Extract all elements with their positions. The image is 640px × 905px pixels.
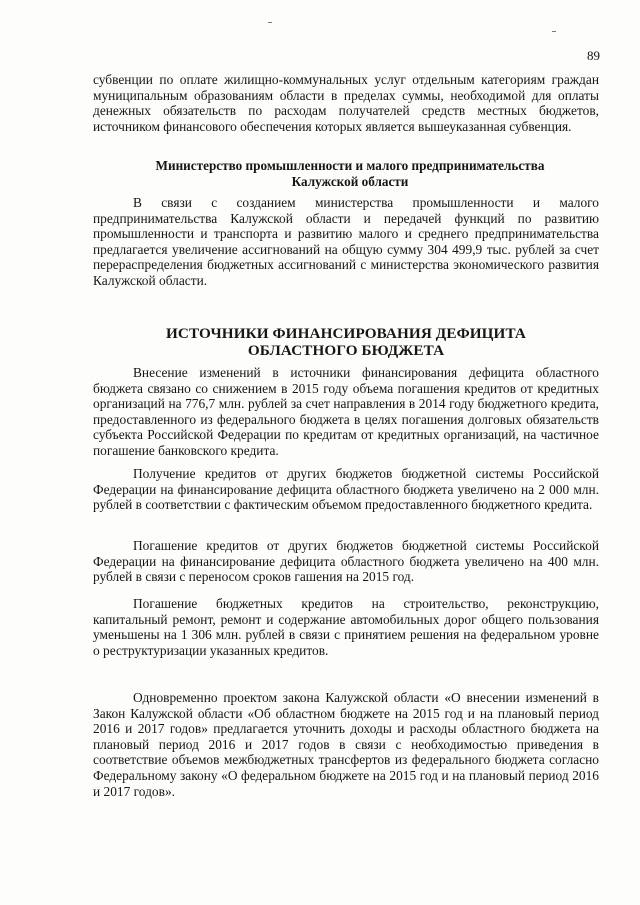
- ministry-paragraph-text: В связи с созданием министерства промышленности и малого предпринимательства Калужской области и передачей функций по развитию промышленности и транспорта и развитию малого и среднего предпринимательства предлагается увеличение ассигнований на общую сумму 304 499,9 тыс. рублей за счет перераспределения бюджетных ассигнований с министерства экономического развития Калужской области.: [93, 195, 599, 288]
- section-paragraph-2: [93, 466, 599, 513]
- section-paragraph-text: Внесение изменений в источники финансирования дефицита областного бюджета связано со снижением в 2015 году объема погашения кредитов от кредитных организаций на 776,7 млн. рублей за счет направления в 2014 году бюджетного кредита, предоставленного из федерального бюджета в целях погашения долговых обязательств субъекта Российской Федерации по кредитам от кредитных организаций, на частичное погашение банковского кредита.: [93, 365, 599, 458]
- final-paragraph-text: Одновременно проектом закона Калужской области «О внесении изменений в Закон Калужской области «Об областном бюджете на 2015 год и на плановый период 2016 и 2017 годов» предлагается уточнить доходы и расходы областного бюджета на плановый период 2016 и 2017 годов в связи с необходимостью приведения в соответствие объемов межбюджетных трансфертов из федерального бюджета согласно Федеральному закону «О федеральном бюджете на 2015 год и на плановый период 2016 и 2017 годов».: [93, 690, 599, 799]
- section-heading: ИСТОЧНИКИ ФИНАНСИРОВАНИЯ ДЕФИЦИТА ОБЛАСТНОГО БЮДЖЕТА: [165, 325, 526, 359]
- page-number: 89: [587, 48, 600, 63]
- section-paragraph-1: [93, 365, 599, 459]
- intro-paragraph: [93, 72, 599, 134]
- section-paragraph-text: Получение кредитов от других бюджетов бюджетной системы Российской Федерации на финансирование дефицита областного бюджета увеличено на 2 000 млн. рублей в соответствии с фактическим объемом предоставленного бюджетного кредита.: [93, 466, 599, 513]
- scan-speck: [552, 31, 556, 32]
- section-paragraph-text: Погашение кредитов от других бюджетов бюджетной системы Российской Федерации на финансирование дефицита областного бюджета увеличено на 400 млн. рублей в связи с переносом сроков гашения на 2015 год.: [93, 538, 599, 585]
- final-paragraph: [93, 690, 599, 799]
- scan-speck: [268, 22, 272, 23]
- ministry-heading: Министерство промышленности и малого предпринимательства Калужской области: [155, 158, 545, 189]
- intro-paragraph-text: субвенции по оплате жилищно-коммунальных услуг отдельным категориям граждан муниципальным образованиям области в пределах суммы, необходимой для оплаты денежных обязательств по расходам получателей средств местных бюджетов, источником финансового обеспечения которых является вышеуказанная субвенция.: [93, 72, 599, 134]
- section-paragraph-4: [93, 596, 599, 658]
- section-paragraph-3: [93, 538, 599, 585]
- section-paragraph-text: Погашение бюджетных кредитов на строительство, реконструкцию, капитальный ремонт, ремонт и содержание автомобильных дорог общего пользования уменьшены на 1 306 млн. рублей в связи с принятием решения на федеральном уровне о реструктуризации указанных кредитов.: [93, 596, 599, 658]
- ministry-paragraph: [93, 195, 599, 289]
